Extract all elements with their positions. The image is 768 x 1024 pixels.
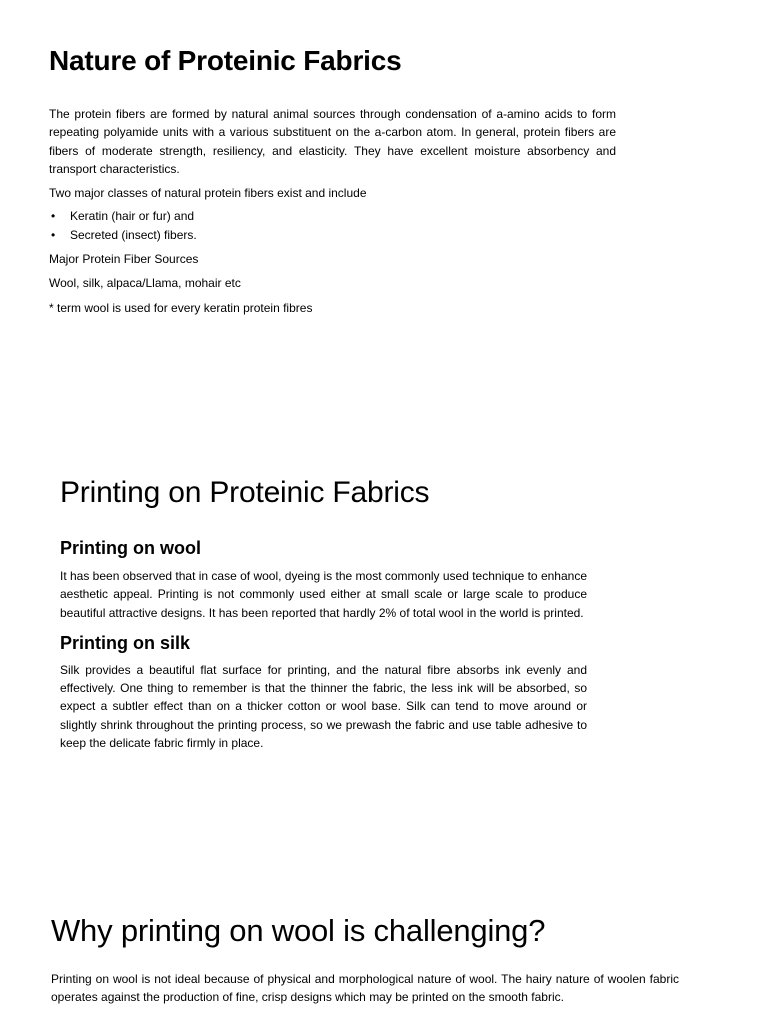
bullet-icon: • — [51, 209, 56, 224]
challenge-paragraph: Printing on wool is not ideal because of physical and morphological nature of wool. The hairy nature of woolen fabric operates against the production of fine, crisp designs which may be printed on the smooth fabric. — [51, 972, 679, 1005]
bullet-icon: • — [51, 227, 56, 242]
section-title: Why printing on wool is challenging? — [51, 913, 546, 948]
list-item-text: Keratin (hair or fur) and — [70, 209, 195, 224]
wool-heading: Printing on wool — [60, 538, 201, 558]
section-title: Printing on Proteinic Fabrics — [60, 476, 430, 509]
list-item — [49, 207, 616, 225]
intro-paragraph: The protein fibers are formed by natural animal sources through condensation of a-amino acids to form repeating polyamide units with a various substituent on the a-carbon atom. In general, protein fibers are fibers of moderate strength, resiliency, and elasticity. They have excellent moisture absorbency and transport characteristics. — [49, 107, 616, 176]
fiber-classes-list — [49, 207, 616, 244]
wool-note: * term wool is used for every keratin protein fibres — [49, 300, 313, 315]
silk-paragraph: Silk provides a beautiful flat surface for printing, and the natural fibre absorbs ink evenly and effectively. One thing to remember is that the thinner the fabric, the less ink will be absorbed, so expect a subtler effect than on a thicker cotton or wool base. Silk can tend to move around or slightly shrink throughout the printing process, so we prewash the fabric and use table adhesive to keep the delicate fabric firmly in place. — [60, 662, 587, 751]
list-item-text: Secreted (insect) fibers. — [70, 227, 197, 242]
classes-intro: Two major classes of natural protein fibers exist and include — [49, 186, 367, 201]
section-why-printing-on-wool-is-challenging — [51, 912, 679, 1007]
section-nature-of-proteinic-fabrics — [49, 44, 616, 317]
wool-paragraph: It has been observed that in case of wool, dyeing is the most commonly used technique to enhance aesthetic appeal. Printing is not commonly used either at small scale or large scale to produce beautiful attractive designs. It has been reported that hardly 2% of total wool in the world is printed. — [60, 569, 587, 620]
section-title: Nature of Proteinic Fabrics — [49, 45, 402, 76]
silk-heading: Printing on silk — [60, 632, 191, 653]
sources-heading: Major Protein Fiber Sources — [49, 252, 199, 267]
sources-text: Wool, silk, alpaca/Llama, mohair etc — [49, 276, 241, 291]
list-item — [49, 226, 616, 244]
section-printing-on-proteinic-fabrics — [60, 474, 587, 752]
